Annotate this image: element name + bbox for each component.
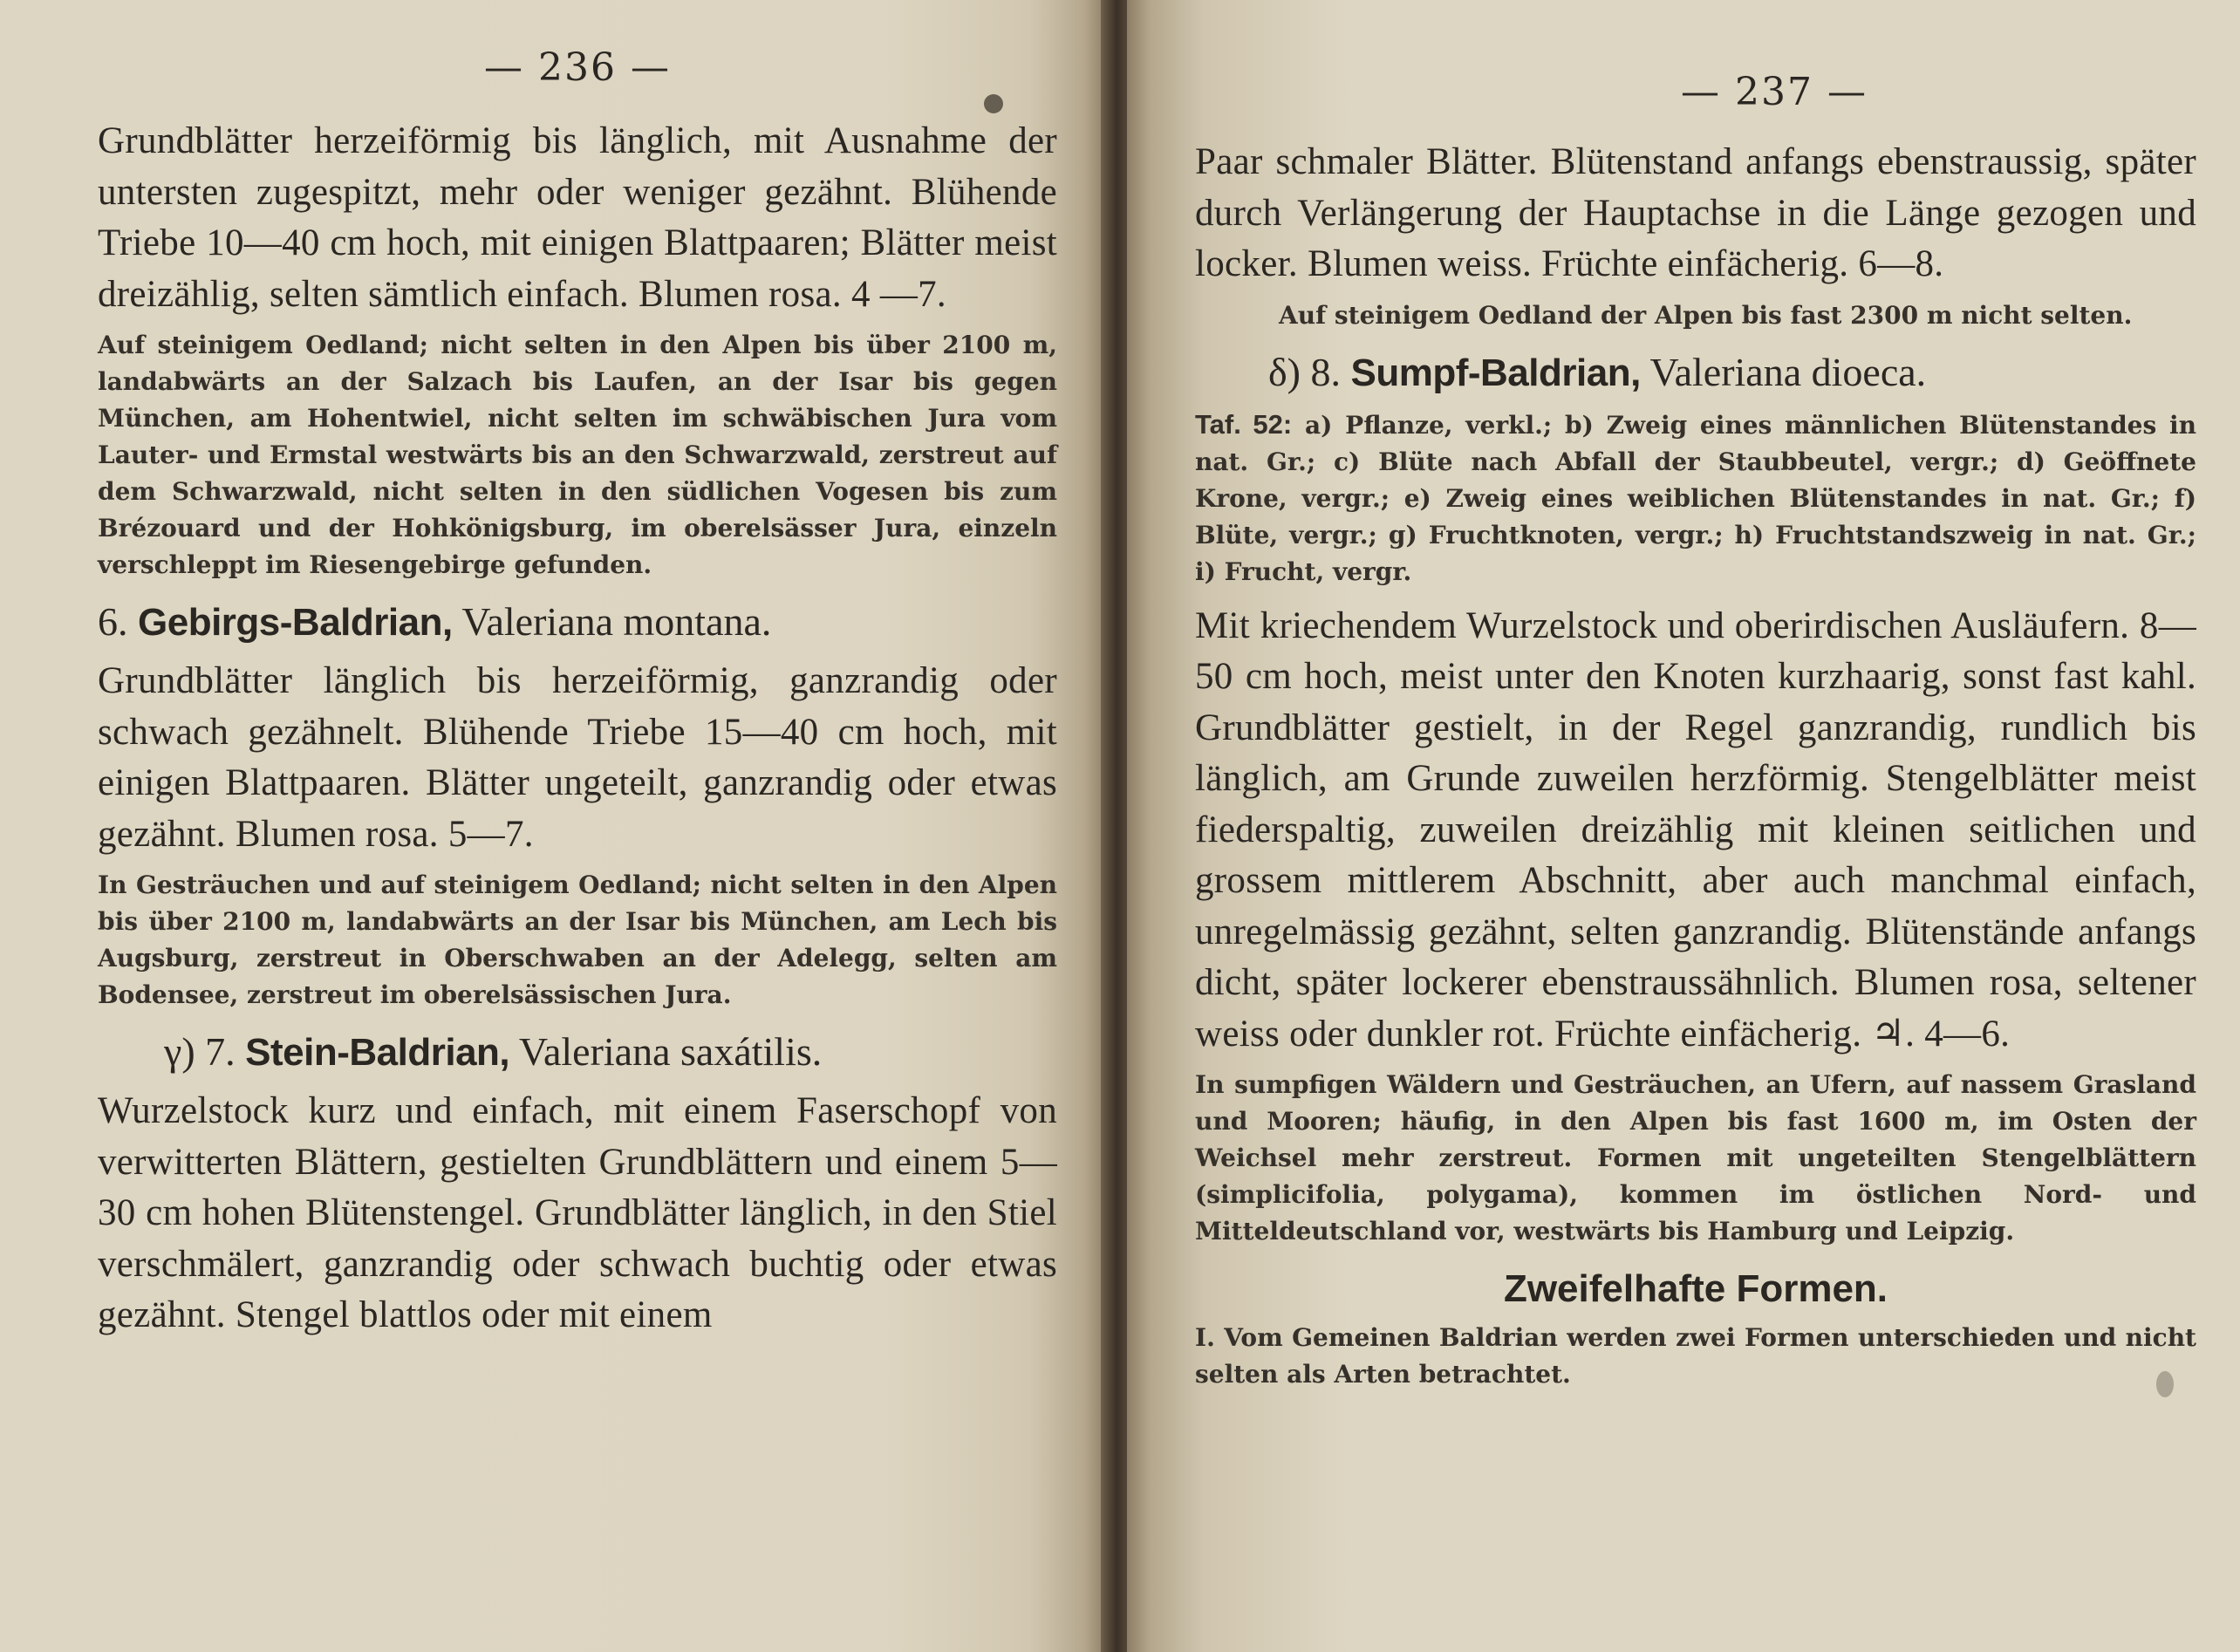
paragraph: Wurzelstock kurz und einfach, mit einem Faserschopf von verwitterten Blättern, gestielten Grundblättern und einem 5—30 cm hohen Blütenstengel. Grundblätter länglich, in den Stiel verschmälert, ganzrandig oder schwach buchtig oder etwas gezähnt. Stengel blattlos oder mit einem	[98, 1090, 1057, 1335]
habitat-note: In sumpfigen Wäldern und Gesträuchen, an Ufern, auf nassem Grasland und Mooren; häufig, in den Alpen bis fast 1600 m, im Osten der Weichsel mehr zerstreut. Formen mit ungeteilten Stengelblättern (simplicifolia, polygama), kommen im östlichen Nord- und Mitteldeutschland vor, westwärts bis Hamburg und Leipzig.	[1195, 1070, 2196, 1246]
plate-label: Taf. 52:	[1195, 408, 1293, 440]
paragraph: Mit kriechendem Wurzelstock und oberirdischen Ausläufern. 8—50 cm hoch, meist unter den Knoten kurzhaarig, sonst fast kahl. Grundblätter gestielt, in der Regel ganzrandig, rundlich bis länglich, am Grunde zuweilen herzförmig. Stengelblätter meist fiederspaltig, zuweilen dreizählig mit kleinen seitlichen und grossem mittlerem Abschnitt, aber auch manchmal einfach, unregelmässig gezähnt, selten ganzrandig. Blütenstände anfangs dicht, später lockerer ebenstraussähnlich. Blumen rosa, seltener weiss oder dunkler rot. Früchte einfächerig. ♃. 4—6.	[1195, 604, 2196, 1055]
species-latin-name: Valeriana dioeca.	[1649, 349, 1927, 394]
species-heading	[1195, 345, 2196, 401]
species-german-name: Sumpf-Baldrian,	[1350, 351, 1641, 394]
paragraph: Grundblätter herzeiförmig bis länglich, mit Ausnahme der untersten zugespitzt, mehr oder weniger gezähnt. Blühende Triebe 10—40 cm hoch, mit einigen Blattpaaren; Blätter meist dreizählig, selten sämtlich einfach. Blumen rosa. 4 —7.	[98, 120, 1057, 315]
right-page	[1127, 0, 2240, 1652]
plate-reference	[1195, 406, 2196, 590]
species-heading	[98, 1024, 1057, 1081]
paragraph: Grundblätter länglich bis herzeiförmig, ganzrandig oder schwach gezähnelt. Blühende Triebe 15—40 cm hoch, mit einigen Blattpaaren. Blätter ungeteilt, ganzrandig oder etwas gezähnt. Blumen rosa. 5—7.	[98, 660, 1057, 855]
habitat-note: Auf steinigem Oedland der Alpen bis fast 2300 m nicht selten.	[1279, 300, 2133, 330]
paragraph: Paar schmaler Blätter. Blütenstand anfangs ebenstraussig, später durch Verlängerung der Hauptachse in die Länge gezogen und locker. Blumen weiss. Früchte einfächerig. 6—8.	[1195, 141, 2196, 284]
species-german-name: Gebirgs-Baldrian,	[138, 601, 453, 644]
section-heading: Zweifelhafte Formen.	[1503, 1267, 1888, 1310]
right-page-text	[1195, 70, 2196, 1402]
habitat-note: In Gesträuchen und auf steinigem Oedland; nicht selten in den Alpen bis über 2100 m, landabwärts an der Isar bis München, am Lech bis Augsburg, zerstreut in Oberschwaben an der Adelegg, selten am Bodensee, zerstreut im oberelsässischen Jura.	[98, 870, 1057, 1009]
species-latin-name: Valeriana montana.	[461, 599, 772, 644]
species-heading	[98, 594, 1057, 651]
page-number: — 236 —	[484, 45, 671, 90]
species-number: 6.	[98, 599, 128, 644]
habitat-note: Auf steinigem Oedland; nicht selten in den Alpen bis über 2100 m, landabwärts an der Salzach bis Laufen, an der Isar bis gegen München, am Hohentwiel, nicht selten im schwäbischen Jura vom Lauter- und Ermstal westwärts bis an den Schwarzwald, zerstreut auf dem Schwarzwald, nicht selten in den südlichen Vogesen bis zum Brézouard und der Hohkönigsburg, im oberelsässer Jura, einzeln verschleppt im Riesengebirge gefunden.	[98, 331, 1057, 579]
plate-description: a) Pflanze, verkl.; b) Zweig eines männlichen Blütenstandes in nat. Gr.; c) Blüte nach Abfall der Staubbeutel, vergr.; d) Geöffnete Krone, vergr.; e) Zweig eines weiblichen Blütenstandes in nat. Gr.; f) Blüte, vergr.; g) Fruchtknoten, vergr.; h) Fruchtstandszweig in nat. Gr.; i) Frucht, vergr.	[1195, 410, 2197, 586]
species-number: δ) 8.	[1268, 349, 1341, 394]
list-item: I. Vom Gemeinen Baldrian werden zwei Formen unterschieden und nicht selten als Arten betrachtet.	[1195, 1323, 2196, 1389]
species-number: γ) 7.	[164, 1029, 236, 1074]
species-german-name: Stein-Baldrian,	[245, 1031, 510, 1074]
page-number: — 237 —	[1681, 70, 1868, 114]
left-page	[0, 0, 1106, 1652]
left-page-text	[98, 45, 1057, 1341]
species-latin-name: Valeriana saxátilis.	[518, 1029, 823, 1074]
